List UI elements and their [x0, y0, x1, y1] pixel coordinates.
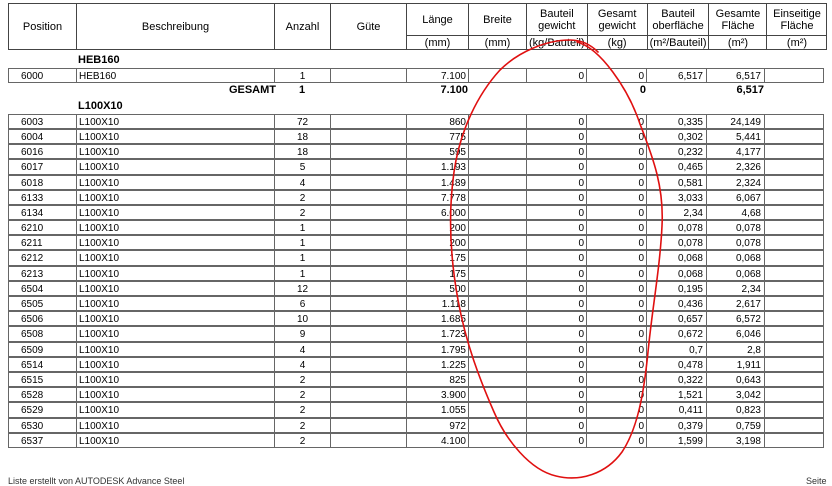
unit-bauteiloberflaeche: (m²/Bauteil) — [647, 36, 709, 50]
cell-bauteiloberflaeche: 0,068 — [646, 250, 706, 265]
cell-gesamteflaeche: 0,759 — [706, 418, 764, 433]
cell-anzahl: 18 — [274, 144, 330, 159]
footer-left: Liste erstellt von AUTODESK Advance Steel — [8, 476, 185, 486]
cell-gesamtgewicht: 0 — [586, 159, 646, 174]
cell-beschreibung: L100X10 — [76, 205, 274, 220]
cell-gesamteflaeche: 2,8 — [706, 342, 764, 357]
cell-anzahl: 2 — [274, 418, 330, 433]
cell-beschreibung: L100X10 — [76, 235, 274, 250]
cell-gesamtgewicht: 0 — [586, 342, 646, 357]
cell-beschreibung: L100X10 — [76, 114, 274, 129]
cell-bauteilgewicht: 0 — [526, 129, 586, 144]
cell-beschreibung: L100X10 — [76, 402, 274, 417]
cell-anzahl: 2 — [274, 205, 330, 220]
cell-bauteilgewicht: 0 — [526, 68, 586, 83]
header-gesamteflaeche: Gesamte Fläche — [709, 4, 767, 36]
cell-beschreibung: L100X10 — [76, 311, 274, 326]
total-laenge: 7.100 — [440, 84, 468, 97]
cell-bauteilgewicht: 0 — [526, 357, 586, 372]
cell-gesamteflaeche: 6,572 — [706, 311, 764, 326]
cell-anzahl: 4 — [274, 342, 330, 357]
cell-bauteilgewicht: 0 — [526, 433, 586, 448]
cell-bauteilgewicht: 0 — [526, 114, 586, 129]
cell-bauteiloberflaeche: 0,411 — [646, 402, 706, 417]
cell-bauteiloberflaeche: 0,078 — [646, 235, 706, 250]
cell-beschreibung: L100X10 — [76, 418, 274, 433]
cell-laenge: 1.118 — [406, 296, 468, 311]
cell-gesamteflaeche: 3,042 — [706, 387, 764, 402]
header-bauteilgewicht: Bauteil gewicht — [527, 4, 588, 36]
cell-beschreibung: L100X10 — [76, 387, 274, 402]
cell-beschreibung: L100X10 — [76, 326, 274, 341]
cell-bauteilgewicht: 0 — [526, 175, 586, 190]
cell-gesamtgewicht: 0 — [586, 433, 646, 448]
cell-bauteilgewicht: 0 — [526, 326, 586, 341]
cell-laenge: 3.900 — [406, 387, 468, 402]
cell-laenge: 775 — [406, 129, 468, 144]
cell-beschreibung: L100X10 — [76, 281, 274, 296]
cell-gesamtgewicht: 0 — [586, 357, 646, 372]
cell-laenge: 7.100 — [406, 68, 468, 83]
cell-position: 6537 — [8, 433, 76, 448]
cell-bauteiloberflaeche: 0,322 — [646, 372, 706, 387]
cell-beschreibung: L100X10 — [76, 220, 274, 235]
cell-anzahl: 12 — [274, 281, 330, 296]
cell-gesamteflaeche: 4,177 — [706, 144, 764, 159]
group-name: HEB160 — [78, 54, 120, 66]
cell-bauteiloberflaeche: 0,465 — [646, 159, 706, 174]
cell-bauteilgewicht: 0 — [526, 220, 586, 235]
cell-position: 6000 — [8, 68, 76, 83]
total-label: GESAMT — [228, 84, 276, 97]
cell-laenge: 1.055 — [406, 402, 468, 417]
cell-beschreibung: L100X10 — [76, 296, 274, 311]
cell-position: 6514 — [8, 357, 76, 372]
header-bauteiloberflaeche: Bauteil oberfläche — [647, 4, 709, 36]
cell-gesamtgewicht: 0 — [586, 220, 646, 235]
header-position: Position — [9, 4, 77, 50]
cell-beschreibung: L100X10 — [76, 250, 274, 265]
cell-laenge: 7.778 — [406, 190, 468, 205]
cell-bauteilgewicht: 0 — [526, 387, 586, 402]
cell-gesamteflaeche: 0,078 — [706, 235, 764, 250]
cell-bauteiloberflaeche: 0,068 — [646, 266, 706, 281]
unit-einseitigeflaeche: (m²) — [767, 36, 827, 50]
cell-anzahl: 1 — [274, 220, 330, 235]
cell-bauteiloberflaeche: 0,302 — [646, 129, 706, 144]
cell-gesamtgewicht: 0 — [586, 372, 646, 387]
cell-bauteilgewicht: 0 — [526, 250, 586, 265]
cell-gesamtgewicht: 0 — [586, 250, 646, 265]
cell-position: 6213 — [8, 266, 76, 281]
header-breite: Breite — [469, 4, 527, 36]
unit-laenge: (mm) — [407, 36, 469, 50]
cell-gesamtgewicht: 0 — [586, 68, 646, 83]
cell-gesamteflaeche: 0,068 — [706, 266, 764, 281]
cell-gesamteflaeche: 1,911 — [706, 357, 764, 372]
cell-laenge: 200 — [406, 235, 468, 250]
cell-beschreibung: L100X10 — [76, 433, 274, 448]
header-beschreibung: Beschreibung — [77, 4, 275, 50]
total-gesamtgewicht: 0 — [639, 84, 646, 97]
cell-anzahl: 4 — [274, 175, 330, 190]
cell-anzahl: 2 — [274, 190, 330, 205]
cell-position: 6004 — [8, 129, 76, 144]
cell-position: 6508 — [8, 326, 76, 341]
cell-bauteilgewicht: 0 — [526, 296, 586, 311]
cell-bauteilgewicht: 0 — [526, 311, 586, 326]
cell-anzahl: 9 — [274, 326, 330, 341]
cell-bauteilgewicht: 0 — [526, 418, 586, 433]
cell-laenge: 175 — [406, 250, 468, 265]
cell-position: 6211 — [8, 235, 76, 250]
cell-gesamtgewicht: 0 — [586, 311, 646, 326]
cell-position: 6515 — [8, 372, 76, 387]
cell-bauteiloberflaeche: 0,7 — [646, 342, 706, 357]
cell-gesamtgewicht: 0 — [586, 190, 646, 205]
cell-gesamteflaeche: 6,046 — [706, 326, 764, 341]
cell-anzahl: 5 — [274, 159, 330, 174]
cell-gesamteflaeche: 3,198 — [706, 433, 764, 448]
cell-position: 6212 — [8, 250, 76, 265]
cell-position: 6017 — [8, 159, 76, 174]
cell-bauteiloberflaeche: 0,195 — [646, 281, 706, 296]
cell-gesamtgewicht: 0 — [586, 114, 646, 129]
cell-position: 6018 — [8, 175, 76, 190]
cell-gesamtgewicht: 0 — [586, 326, 646, 341]
unit-gesamtgewicht: (kg) — [587, 36, 647, 50]
cell-anzahl: 1 — [274, 266, 330, 281]
cell-laenge: 500 — [406, 281, 468, 296]
cell-anzahl: 4 — [274, 357, 330, 372]
cell-bauteiloberflaeche: 0,436 — [646, 296, 706, 311]
cell-position: 6210 — [8, 220, 76, 235]
cell-gesamteflaeche: 2,34 — [706, 281, 764, 296]
cell-bauteilgewicht: 0 — [526, 266, 586, 281]
cell-bauteilgewicht: 0 — [526, 281, 586, 296]
cell-laenge: 1.489 — [406, 175, 468, 190]
cell-laenge: 595 — [406, 144, 468, 159]
cell-anzahl: 1 — [274, 68, 330, 83]
cell-beschreibung: L100X10 — [76, 129, 274, 144]
cell-bauteiloberflaeche: 1,521 — [646, 387, 706, 402]
cell-beschreibung: L100X10 — [76, 266, 274, 281]
cell-beschreibung: HEB160 — [76, 68, 274, 83]
cell-beschreibung: L100X10 — [76, 372, 274, 387]
cell-gesamteflaeche: 0,823 — [706, 402, 764, 417]
cell-bauteiloberflaeche: 0,078 — [646, 220, 706, 235]
cell-gesamteflaeche: 4,68 — [706, 205, 764, 220]
cell-position: 6529 — [8, 402, 76, 417]
cell-bauteilgewicht: 0 — [526, 205, 586, 220]
cell-laenge: 1.193 — [406, 159, 468, 174]
header-einseitigeflaeche: Einseitige Fläche — [767, 4, 827, 36]
cell-bauteilgewicht: 0 — [526, 235, 586, 250]
cell-gesamteflaeche: 0,643 — [706, 372, 764, 387]
cell-bauteilgewicht: 0 — [526, 144, 586, 159]
cell-gesamtgewicht: 0 — [586, 144, 646, 159]
cell-position: 6003 — [8, 114, 76, 129]
unit-gesamteflaeche: (m²) — [709, 36, 767, 50]
cell-laenge: 6.000 — [406, 205, 468, 220]
cell-bauteilgewicht: 0 — [526, 190, 586, 205]
footer-right: Seite — [806, 476, 827, 486]
cell-anzahl: 2 — [274, 372, 330, 387]
cell-gesamtgewicht: 0 — [586, 205, 646, 220]
cell-bauteilgewicht: 0 — [526, 342, 586, 357]
cell-beschreibung: L100X10 — [76, 190, 274, 205]
cell-position: 6133 — [8, 190, 76, 205]
cell-bauteilgewicht: 0 — [526, 372, 586, 387]
cell-position: 6528 — [8, 387, 76, 402]
group-name: L100X10 — [78, 99, 123, 112]
cell-gesamteflaeche: 2,617 — [706, 296, 764, 311]
cell-anzahl: 6 — [274, 296, 330, 311]
total-gesamteflaeche: 6,517 — [736, 84, 764, 97]
cell-bauteilgewicht: 0 — [526, 159, 586, 174]
cell-beschreibung: L100X10 — [76, 357, 274, 372]
header-laenge: Länge — [407, 4, 469, 36]
cell-gesamteflaeche: 0,078 — [706, 220, 764, 235]
cell-bauteiloberflaeche: 0,478 — [646, 357, 706, 372]
unit-breite: (mm) — [469, 36, 527, 50]
cell-bauteiloberflaeche: 3,033 — [646, 190, 706, 205]
cell-anzahl: 1 — [274, 235, 330, 250]
cell-bauteiloberflaeche: 2,34 — [646, 205, 706, 220]
cell-beschreibung: L100X10 — [76, 159, 274, 174]
cell-laenge: 1.685 — [406, 311, 468, 326]
cell-gesamtgewicht: 0 — [586, 387, 646, 402]
cell-position: 6530 — [8, 418, 76, 433]
cell-laenge: 1.225 — [406, 357, 468, 372]
cell-gesamtgewicht: 0 — [586, 235, 646, 250]
cell-beschreibung: L100X10 — [76, 175, 274, 190]
cell-bauteiloberflaeche: 1,599 — [646, 433, 706, 448]
cell-beschreibung: L100X10 — [76, 144, 274, 159]
cell-position: 6016 — [8, 144, 76, 159]
cell-anzahl: 72 — [274, 114, 330, 129]
cell-bauteilgewicht: 0 — [526, 402, 586, 417]
cell-laenge: 1.795 — [406, 342, 468, 357]
cell-anzahl: 10 — [274, 311, 330, 326]
cell-position: 6505 — [8, 296, 76, 311]
cell-bauteiloberflaeche: 6,517 — [646, 68, 706, 83]
cell-gesamtgewicht: 0 — [586, 175, 646, 190]
cell-bauteiloberflaeche: 0,335 — [646, 114, 706, 129]
cell-laenge: 175 — [406, 266, 468, 281]
cell-gesamtgewicht: 0 — [586, 129, 646, 144]
cell-gesamtgewicht: 0 — [586, 402, 646, 417]
cell-anzahl: 2 — [274, 433, 330, 448]
cell-gesamtgewicht: 0 — [586, 266, 646, 281]
cell-anzahl: 1 — [274, 250, 330, 265]
cell-gesamteflaeche: 0,068 — [706, 250, 764, 265]
cell-gesamteflaeche: 6,067 — [706, 190, 764, 205]
total-anzahl: 1 — [298, 84, 306, 97]
cell-position: 6506 — [8, 311, 76, 326]
cell-position: 6504 — [8, 281, 76, 296]
cell-gesamtgewicht: 0 — [586, 418, 646, 433]
cell-laenge: 860 — [406, 114, 468, 129]
cell-gesamteflaeche: 5,441 — [706, 129, 764, 144]
cell-bauteiloberflaeche: 0,581 — [646, 175, 706, 190]
cell-gesamteflaeche: 24,149 — [706, 114, 764, 129]
cell-laenge: 972 — [406, 418, 468, 433]
cell-position: 6509 — [8, 342, 76, 357]
cell-bauteiloberflaeche: 0,232 — [646, 144, 706, 159]
cell-bauteiloberflaeche: 0,379 — [646, 418, 706, 433]
cell-gesamteflaeche: 6,517 — [706, 68, 764, 83]
cell-anzahl: 2 — [274, 387, 330, 402]
header-anzahl: Anzahl — [275, 4, 331, 50]
cell-laenge: 4.100 — [406, 433, 468, 448]
unit-bauteilgewicht: (kg/Bauteil) — [527, 36, 588, 50]
cell-anzahl: 2 — [274, 402, 330, 417]
header-guete: Güte — [331, 4, 407, 50]
cell-gesamtgewicht: 0 — [586, 296, 646, 311]
cell-position: 6134 — [8, 205, 76, 220]
cell-gesamtgewicht: 0 — [586, 281, 646, 296]
cell-gesamteflaeche: 2,324 — [706, 175, 764, 190]
cell-laenge: 200 — [406, 220, 468, 235]
cell-anzahl: 18 — [274, 129, 330, 144]
cell-bauteiloberflaeche: 0,672 — [646, 326, 706, 341]
cell-bauteiloberflaeche: 0,657 — [646, 311, 706, 326]
header-gesamtgewicht: Gesamt gewicht — [587, 4, 647, 36]
cell-laenge: 1.723 — [406, 326, 468, 341]
cell-gesamteflaeche: 2,326 — [706, 159, 764, 174]
cell-beschreibung: L100X10 — [76, 342, 274, 357]
cell-laenge: 825 — [406, 372, 468, 387]
